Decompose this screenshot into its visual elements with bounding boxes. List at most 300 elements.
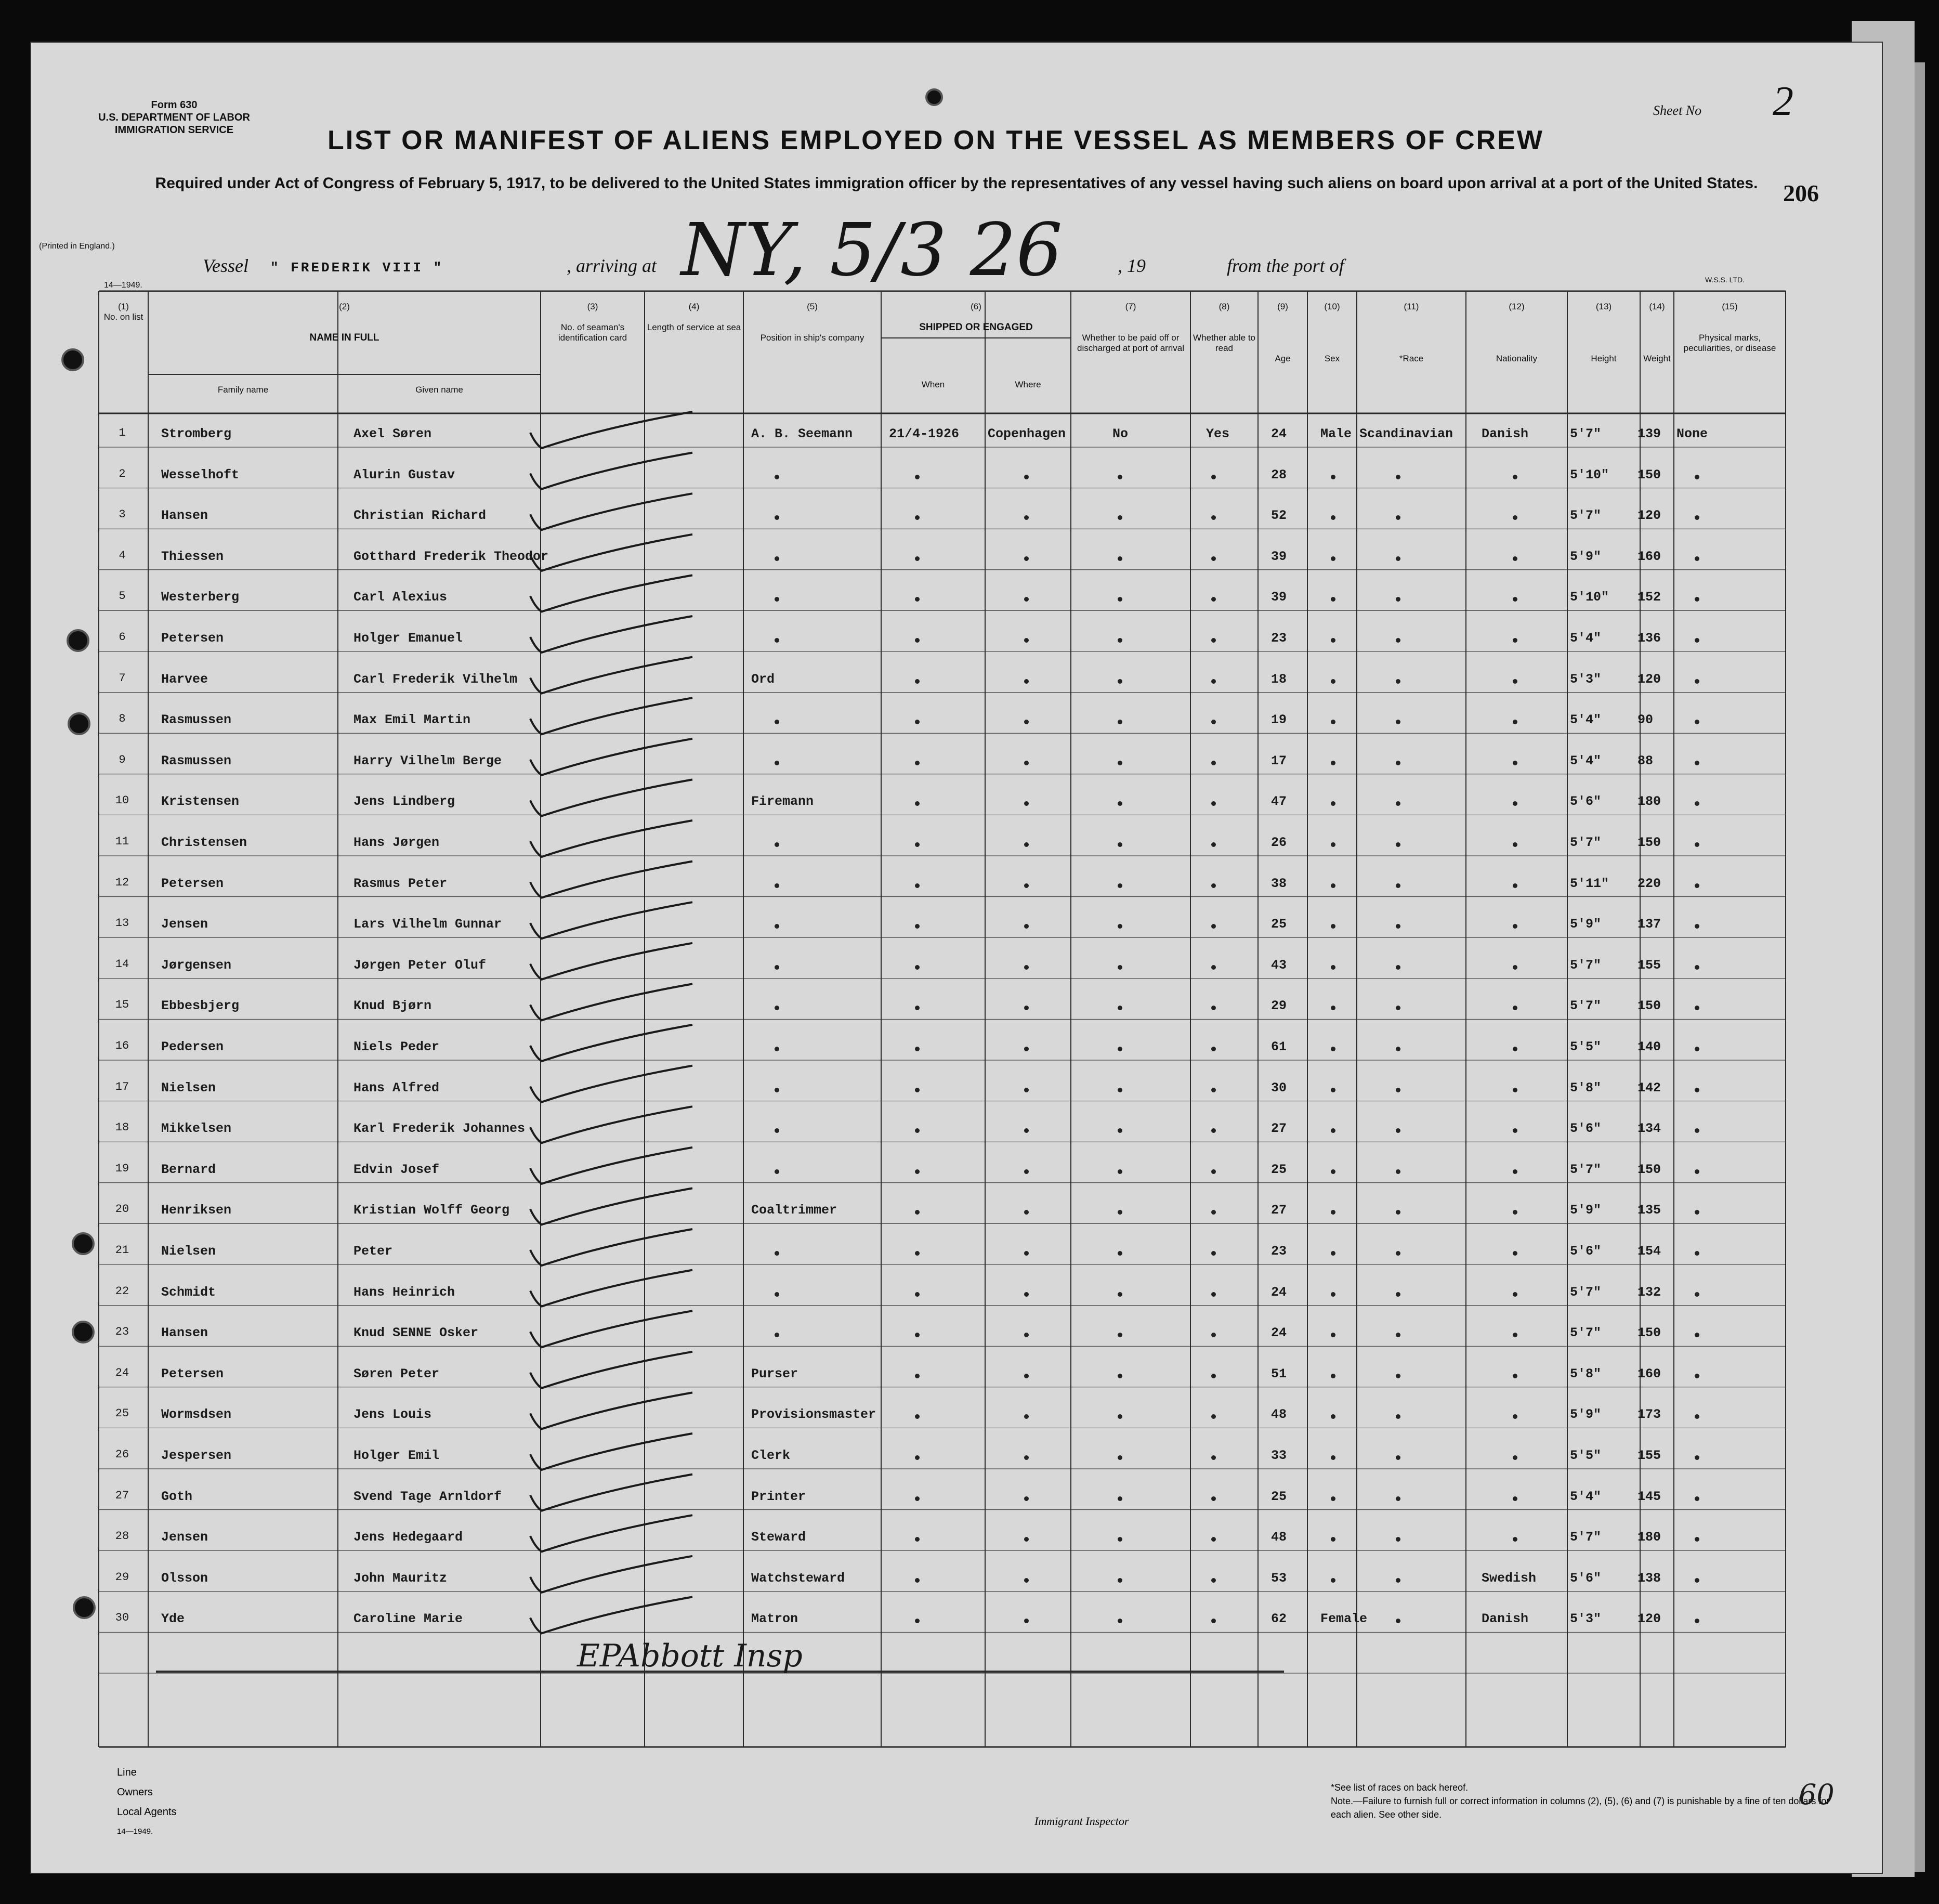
weight: 120 <box>1637 508 1661 524</box>
ditto-mark <box>1695 1578 1699 1583</box>
height: 5'7" <box>1570 508 1602 524</box>
ditto-mark <box>1331 1088 1335 1092</box>
height: 5'7" <box>1570 426 1602 441</box>
ditto-mark <box>1695 556 1699 561</box>
check-mark-icon <box>530 1515 692 1551</box>
family-name: Rasmussen <box>161 753 232 768</box>
ditto-mark <box>1396 1088 1400 1092</box>
nationality: Danish <box>1482 426 1529 441</box>
given-name: Jørgen Peter Oluf <box>353 957 487 973</box>
given-name: Hans Alfred <box>353 1080 440 1096</box>
ditto-mark <box>775 965 779 970</box>
weight: 132 <box>1637 1284 1661 1300</box>
ditto-mark <box>1513 1088 1517 1092</box>
ditto-mark <box>1211 1455 1216 1460</box>
column-header: Sex <box>1324 354 1340 363</box>
ditto-mark <box>1396 842 1400 847</box>
given-name: Hans Jørgen <box>353 835 440 850</box>
weight: 173 <box>1637 1407 1661 1423</box>
ditto-mark <box>1396 1374 1400 1378</box>
ditto-mark <box>915 1169 920 1174</box>
ditto-mark <box>915 1455 920 1460</box>
check-mark-icon <box>530 862 692 898</box>
ditto-mark <box>1331 1251 1335 1256</box>
family-name: Petersen <box>161 1366 224 1381</box>
ditto-mark <box>1396 1578 1400 1583</box>
family-name: Jensen <box>161 1530 208 1545</box>
family-name: Goth <box>161 1489 193 1504</box>
ditto-mark <box>1513 475 1517 479</box>
weight: 150 <box>1637 467 1661 482</box>
sex: Male <box>1320 426 1352 441</box>
check-mark-icon <box>530 534 692 571</box>
page-subtitle: Required under Act of Congress of February 5, 1917, to be delivered to the United States immigration officer by the representatives of any vessel having such aliens on board upon arrival at a port of the United States. <box>155 175 1758 192</box>
height: 5'10" <box>1570 590 1609 605</box>
given-name: Lars Vilhelm Gunnar <box>353 917 502 932</box>
weight: 155 <box>1637 957 1661 973</box>
age: 33 <box>1271 1448 1287 1463</box>
ditto-mark <box>1331 1578 1335 1583</box>
port-label: from the port of <box>1227 255 1344 276</box>
check-mark-icon <box>530 493 692 530</box>
ditto-mark <box>1513 1047 1517 1051</box>
inspector-signature: EPAbbott Insp <box>577 1638 803 1674</box>
row-number: 21 <box>115 1244 129 1257</box>
family-name: Christensen <box>161 835 247 850</box>
age: 62 <box>1271 1611 1287 1627</box>
family-name: Rasmussen <box>161 712 232 728</box>
column-number: (2) <box>339 302 350 311</box>
ditto-mark <box>915 1088 920 1092</box>
column-number: (6) <box>971 302 981 311</box>
handwritten-arrival: NY, 5/3 26 <box>681 208 1063 293</box>
height: 5'5" <box>1570 1448 1602 1463</box>
weight: 145 <box>1637 1489 1661 1504</box>
position: A. B. Seemann <box>751 426 853 441</box>
given-name: Rasmus Peter <box>353 876 448 891</box>
ditto-mark <box>1513 1455 1517 1460</box>
height: 5'4" <box>1570 1489 1602 1504</box>
age: 47 <box>1271 794 1287 810</box>
given-name: Jens Lindberg <box>353 794 455 810</box>
family-name: Wesselhoft <box>161 467 240 482</box>
given-name: John Mauritz <box>353 1570 448 1586</box>
ditto-mark <box>915 1047 920 1051</box>
vessel-name: " FREDERIK VIII " <box>270 260 444 276</box>
column-header: Weight <box>1643 354 1671 363</box>
age: 43 <box>1271 957 1287 973</box>
owners-label: Owners <box>117 1786 153 1798</box>
position: Provisionsmaster <box>751 1407 876 1423</box>
ditto-mark <box>1513 1169 1517 1174</box>
ditto-mark <box>1396 475 1400 479</box>
ditto-mark <box>1211 1251 1216 1256</box>
check-mark-icon <box>530 820 692 857</box>
column-header: Whether able to read <box>1193 333 1255 353</box>
check-mark-icon <box>530 1270 692 1307</box>
family-name: Mikkelsen <box>161 1121 232 1137</box>
column-header: Length of service at sea <box>647 322 741 332</box>
weight: 136 <box>1637 631 1661 646</box>
age: 39 <box>1271 590 1287 605</box>
column-number: (10) <box>1324 302 1340 311</box>
ditto-mark <box>775 1047 779 1051</box>
year-label: , 19 <box>1118 255 1146 276</box>
physical-marks: None <box>1676 426 1708 441</box>
age: 39 <box>1271 549 1287 564</box>
weight: 139 <box>1637 426 1661 441</box>
age: 24 <box>1271 1284 1287 1300</box>
weight: 150 <box>1637 835 1661 850</box>
weight: 90 <box>1637 712 1654 728</box>
ditto-mark <box>1396 883 1400 888</box>
given-name: Jens Louis <box>353 1407 432 1423</box>
ditto-mark <box>1331 638 1335 643</box>
ditto-mark <box>1118 679 1122 684</box>
ditto-mark <box>1396 761 1400 765</box>
position: Matron <box>751 1611 798 1627</box>
age: 51 <box>1271 1366 1287 1381</box>
check-mark-icon <box>530 739 692 775</box>
ditto-mark <box>1331 1455 1335 1460</box>
position: Printer <box>751 1489 806 1504</box>
ditto-mark <box>1024 679 1029 684</box>
row-number: 1 <box>119 426 126 439</box>
column-header: Age <box>1275 354 1291 363</box>
ditto-mark <box>1024 1455 1029 1460</box>
height: 5'7" <box>1570 1162 1602 1177</box>
ditto-mark <box>1024 761 1029 765</box>
ditto-mark <box>1695 1455 1699 1460</box>
ditto-mark <box>1695 1169 1699 1174</box>
ditto-mark <box>1024 1578 1029 1583</box>
age: 25 <box>1271 917 1287 932</box>
ditto-mark <box>1118 761 1122 765</box>
height: 5'6" <box>1570 1570 1602 1586</box>
check-mark-icon <box>530 1352 692 1388</box>
row-number: 23 <box>115 1325 129 1339</box>
age: 52 <box>1271 508 1287 524</box>
age: 24 <box>1271 426 1287 441</box>
ditto-mark <box>1331 475 1335 479</box>
ditto-mark <box>1331 1374 1335 1378</box>
check-mark-icon <box>530 412 692 448</box>
given-name: Knud Bjørn <box>353 998 432 1014</box>
ditto-mark <box>1695 1374 1699 1378</box>
column-header: Height <box>1591 354 1617 363</box>
row-number: 27 <box>115 1489 129 1502</box>
given-name: Gotthard Frederik Theodor <box>353 549 549 564</box>
ditto-mark <box>1211 761 1216 765</box>
height: 5'5" <box>1570 1039 1602 1054</box>
race: Scandinavian <box>1359 426 1453 441</box>
given-name: Knud SENNE Osker <box>353 1325 479 1341</box>
column-header: No. of seaman's identification card <box>558 322 627 343</box>
ditto-mark <box>1695 1496 1699 1501</box>
family-name: Hansen <box>161 508 208 524</box>
row-number: 26 <box>115 1448 129 1461</box>
ditto-mark <box>775 1088 779 1092</box>
ditto-mark <box>1024 556 1029 561</box>
arriving-label: , arriving at <box>567 255 657 276</box>
ditto-mark <box>1513 761 1517 765</box>
ditto-mark <box>1024 1251 1029 1256</box>
given-name: Caroline Marie <box>353 1611 463 1627</box>
column-number: (11) <box>1404 302 1419 311</box>
inspector-label: Immigrant Inspector <box>1034 1815 1129 1828</box>
footer-labels <box>117 1763 177 1842</box>
ditto-mark <box>1331 1292 1335 1297</box>
weight: 180 <box>1637 1530 1661 1545</box>
ditto-mark <box>1396 1047 1400 1051</box>
family-name: Bernard <box>161 1162 216 1177</box>
given-name: Carl Alexius <box>353 590 448 605</box>
family-name: Jespersen <box>161 1448 232 1463</box>
ditto-mark <box>1211 1292 1216 1297</box>
ditto-mark <box>1396 679 1400 684</box>
row-number: 22 <box>115 1284 129 1298</box>
given-name: Alurin Gustav <box>353 467 455 482</box>
check-mark-icon <box>530 1433 692 1470</box>
ditto-mark <box>1331 1496 1335 1501</box>
weight: 160 <box>1637 1366 1661 1381</box>
ditto-mark <box>915 965 920 970</box>
ditto-mark <box>1695 842 1699 847</box>
height: 5'9" <box>1570 917 1602 932</box>
ditto-mark <box>1024 1496 1029 1501</box>
height: 5'7" <box>1570 957 1602 973</box>
age: 26 <box>1271 835 1287 850</box>
position: Ord <box>751 671 775 687</box>
ditto-mark <box>1118 1455 1122 1460</box>
ditto-mark <box>915 556 920 561</box>
ditto-mark <box>1211 475 1216 479</box>
weight: 180 <box>1637 794 1661 810</box>
check-mark-icon <box>530 1188 692 1224</box>
footer-note: *See list of races on back hereof. Note.—Failure to furnish full or correct information in columns (2), (5), (6) and (7) is punishable by a fine of ten dollars for each alien. See other side. <box>1331 1782 1830 1820</box>
row-number: 6 <box>119 631 126 644</box>
ditto-mark <box>1118 842 1122 847</box>
paid-off: No <box>1112 426 1129 441</box>
row-number: 7 <box>119 671 126 685</box>
column-header: SHIPPED OR ENGAGED <box>919 322 1033 333</box>
given-name: Søren Peter <box>353 1366 440 1381</box>
ditto-mark <box>1513 1496 1517 1501</box>
able-to-read: Yes <box>1206 426 1230 441</box>
height: 5'11" <box>1570 876 1609 891</box>
ditto-mark <box>775 761 779 765</box>
family-name: Hansen <box>161 1325 208 1341</box>
ditto-mark <box>1211 556 1216 561</box>
weight: 152 <box>1637 590 1661 605</box>
ditto-mark <box>1331 842 1335 847</box>
given-name: Peter <box>353 1244 393 1259</box>
age: 23 <box>1271 1244 1287 1259</box>
weight: 120 <box>1637 1611 1661 1627</box>
column-number: (7) <box>1125 302 1136 311</box>
check-mark-icon <box>530 1597 692 1633</box>
ditto-mark <box>1396 1455 1400 1460</box>
height: 5'8" <box>1570 1080 1602 1096</box>
line-label: Line <box>117 1767 137 1778</box>
ditto-mark <box>1396 638 1400 643</box>
height: 5'4" <box>1570 753 1602 768</box>
family-name: Petersen <box>161 876 224 891</box>
height: 5'6" <box>1570 1244 1602 1259</box>
age: 61 <box>1271 1039 1287 1054</box>
ditto-mark <box>1118 883 1122 888</box>
given-name: Jens Hedegaard <box>353 1530 463 1545</box>
age: 48 <box>1271 1530 1287 1545</box>
ditto-mark <box>1211 679 1216 684</box>
ditto-mark <box>915 842 920 847</box>
ditto-mark <box>775 883 779 888</box>
age: 25 <box>1271 1162 1287 1177</box>
check-mark-icon <box>530 1392 692 1429</box>
family-name: Thiessen <box>161 549 224 564</box>
ditto-mark <box>1118 556 1122 561</box>
family-name: Jensen <box>161 917 208 932</box>
ditto-mark <box>1396 1496 1400 1501</box>
position: Firemann <box>751 794 814 810</box>
weight: 160 <box>1637 549 1661 564</box>
weight: 88 <box>1637 753 1654 768</box>
check-mark-icon <box>530 1229 692 1266</box>
column-header: Given name <box>415 385 463 395</box>
family-name: Nielsen <box>161 1080 216 1096</box>
sheet-label: Sheet No <box>1653 103 1702 118</box>
ditto-mark <box>1211 1088 1216 1092</box>
check-mark-icon <box>530 616 692 653</box>
given-name: Max Emil Martin <box>353 712 471 728</box>
height: 5'9" <box>1570 1203 1602 1218</box>
ditto-mark <box>915 475 920 479</box>
ditto-mark <box>1695 475 1699 479</box>
ditto-mark <box>1211 1374 1216 1378</box>
ditto-mark <box>1118 1088 1122 1092</box>
ditto-mark <box>915 1374 920 1378</box>
ditto-mark <box>1024 1047 1029 1051</box>
ditto-mark <box>1024 883 1029 888</box>
ditto-mark <box>1118 638 1122 643</box>
row-number: 10 <box>115 794 129 807</box>
column-number: (4) <box>688 302 700 311</box>
row-number: 19 <box>115 1162 129 1175</box>
given-name: Edvin Josef <box>353 1162 440 1177</box>
column-number: (9) <box>1277 302 1288 311</box>
check-mark-icon <box>530 575 692 611</box>
ditto-mark <box>1211 1578 1216 1583</box>
family-name: Jørgensen <box>161 957 232 973</box>
age: 27 <box>1271 1203 1287 1218</box>
ditto-mark <box>1211 883 1216 888</box>
shipped-where: Copenhagen <box>988 426 1066 441</box>
row-number: 24 <box>115 1366 129 1379</box>
row-number: 8 <box>119 712 126 726</box>
given-name: Axel Søren <box>353 426 432 441</box>
check-mark-icon <box>530 1066 692 1102</box>
row-number: 28 <box>115 1530 129 1543</box>
check-mark-icon <box>530 902 692 938</box>
given-name: Hans Heinrich <box>353 1284 455 1300</box>
form-code: 14—1949. <box>104 281 142 290</box>
ditto-mark <box>1331 883 1335 888</box>
footer-code: 14—1949. <box>117 1827 153 1836</box>
check-mark-icon <box>530 1311 692 1347</box>
ditto-mark <box>775 1292 779 1297</box>
family-name: Westerberg <box>161 590 240 605</box>
weight: 138 <box>1637 1570 1661 1586</box>
ditto-mark <box>915 1292 920 1297</box>
ditto-mark <box>1024 1169 1029 1174</box>
ditto-mark <box>1513 842 1517 847</box>
ditto-mark <box>1695 883 1699 888</box>
ditto-mark <box>1513 883 1517 888</box>
ditto-mark <box>915 761 920 765</box>
ditto-mark <box>1396 1292 1400 1297</box>
age: 17 <box>1271 753 1287 768</box>
family-name: Yde <box>161 1611 185 1627</box>
ditto-mark <box>1024 1088 1029 1092</box>
weight: 154 <box>1637 1244 1661 1259</box>
ditto-mark <box>1331 1169 1335 1174</box>
position: Watchsteward <box>751 1570 845 1586</box>
height: 5'3" <box>1570 671 1602 687</box>
check-mark-icon <box>530 1106 692 1143</box>
column-header: Whether to be paid off or discharged at port of arrival <box>1077 333 1184 353</box>
ditto-mark <box>775 1251 779 1256</box>
height: 5'4" <box>1570 712 1602 728</box>
row-number: 15 <box>115 998 129 1012</box>
check-mark-icon <box>530 698 692 734</box>
weight: 155 <box>1637 1448 1661 1463</box>
check-mark-icon <box>530 657 692 694</box>
weight: 134 <box>1637 1121 1661 1137</box>
row-number: 30 <box>115 1611 129 1625</box>
height: 5'4" <box>1570 631 1602 646</box>
row-number: 25 <box>115 1407 129 1420</box>
ditto-mark <box>915 679 920 684</box>
ditto-mark <box>1695 638 1699 643</box>
weight: 220 <box>1637 876 1661 891</box>
given-name: Carl Frederik Vilhelm <box>353 671 518 687</box>
column-header: No. on list <box>103 312 143 322</box>
row-number: 18 <box>115 1121 129 1134</box>
sex: Female <box>1320 1611 1368 1627</box>
family-name: Pedersen <box>161 1039 224 1054</box>
ditto-mark <box>1396 1251 1400 1256</box>
position: Clerk <box>751 1448 791 1463</box>
family-name: Kristensen <box>161 794 240 810</box>
ditto-mark <box>775 842 779 847</box>
nationality: Swedish <box>1482 1570 1537 1586</box>
position: Purser <box>751 1366 798 1381</box>
position: Steward <box>751 1530 806 1545</box>
check-mark-icon <box>530 984 692 1020</box>
ditto-mark <box>1513 679 1517 684</box>
height: 5'6" <box>1570 794 1602 810</box>
weight: 150 <box>1637 998 1661 1014</box>
height: 5'8" <box>1570 1366 1602 1381</box>
row-number: 13 <box>115 917 129 930</box>
family-name: Ebbesbjerg <box>161 998 240 1014</box>
height: 5'7" <box>1570 1530 1602 1545</box>
ditto-mark <box>1211 1047 1216 1051</box>
ditto-mark <box>1396 965 1400 970</box>
age: 25 <box>1271 1489 1287 1504</box>
column-header: *Race <box>1399 354 1424 363</box>
given-name: Christian Richard <box>353 508 487 524</box>
